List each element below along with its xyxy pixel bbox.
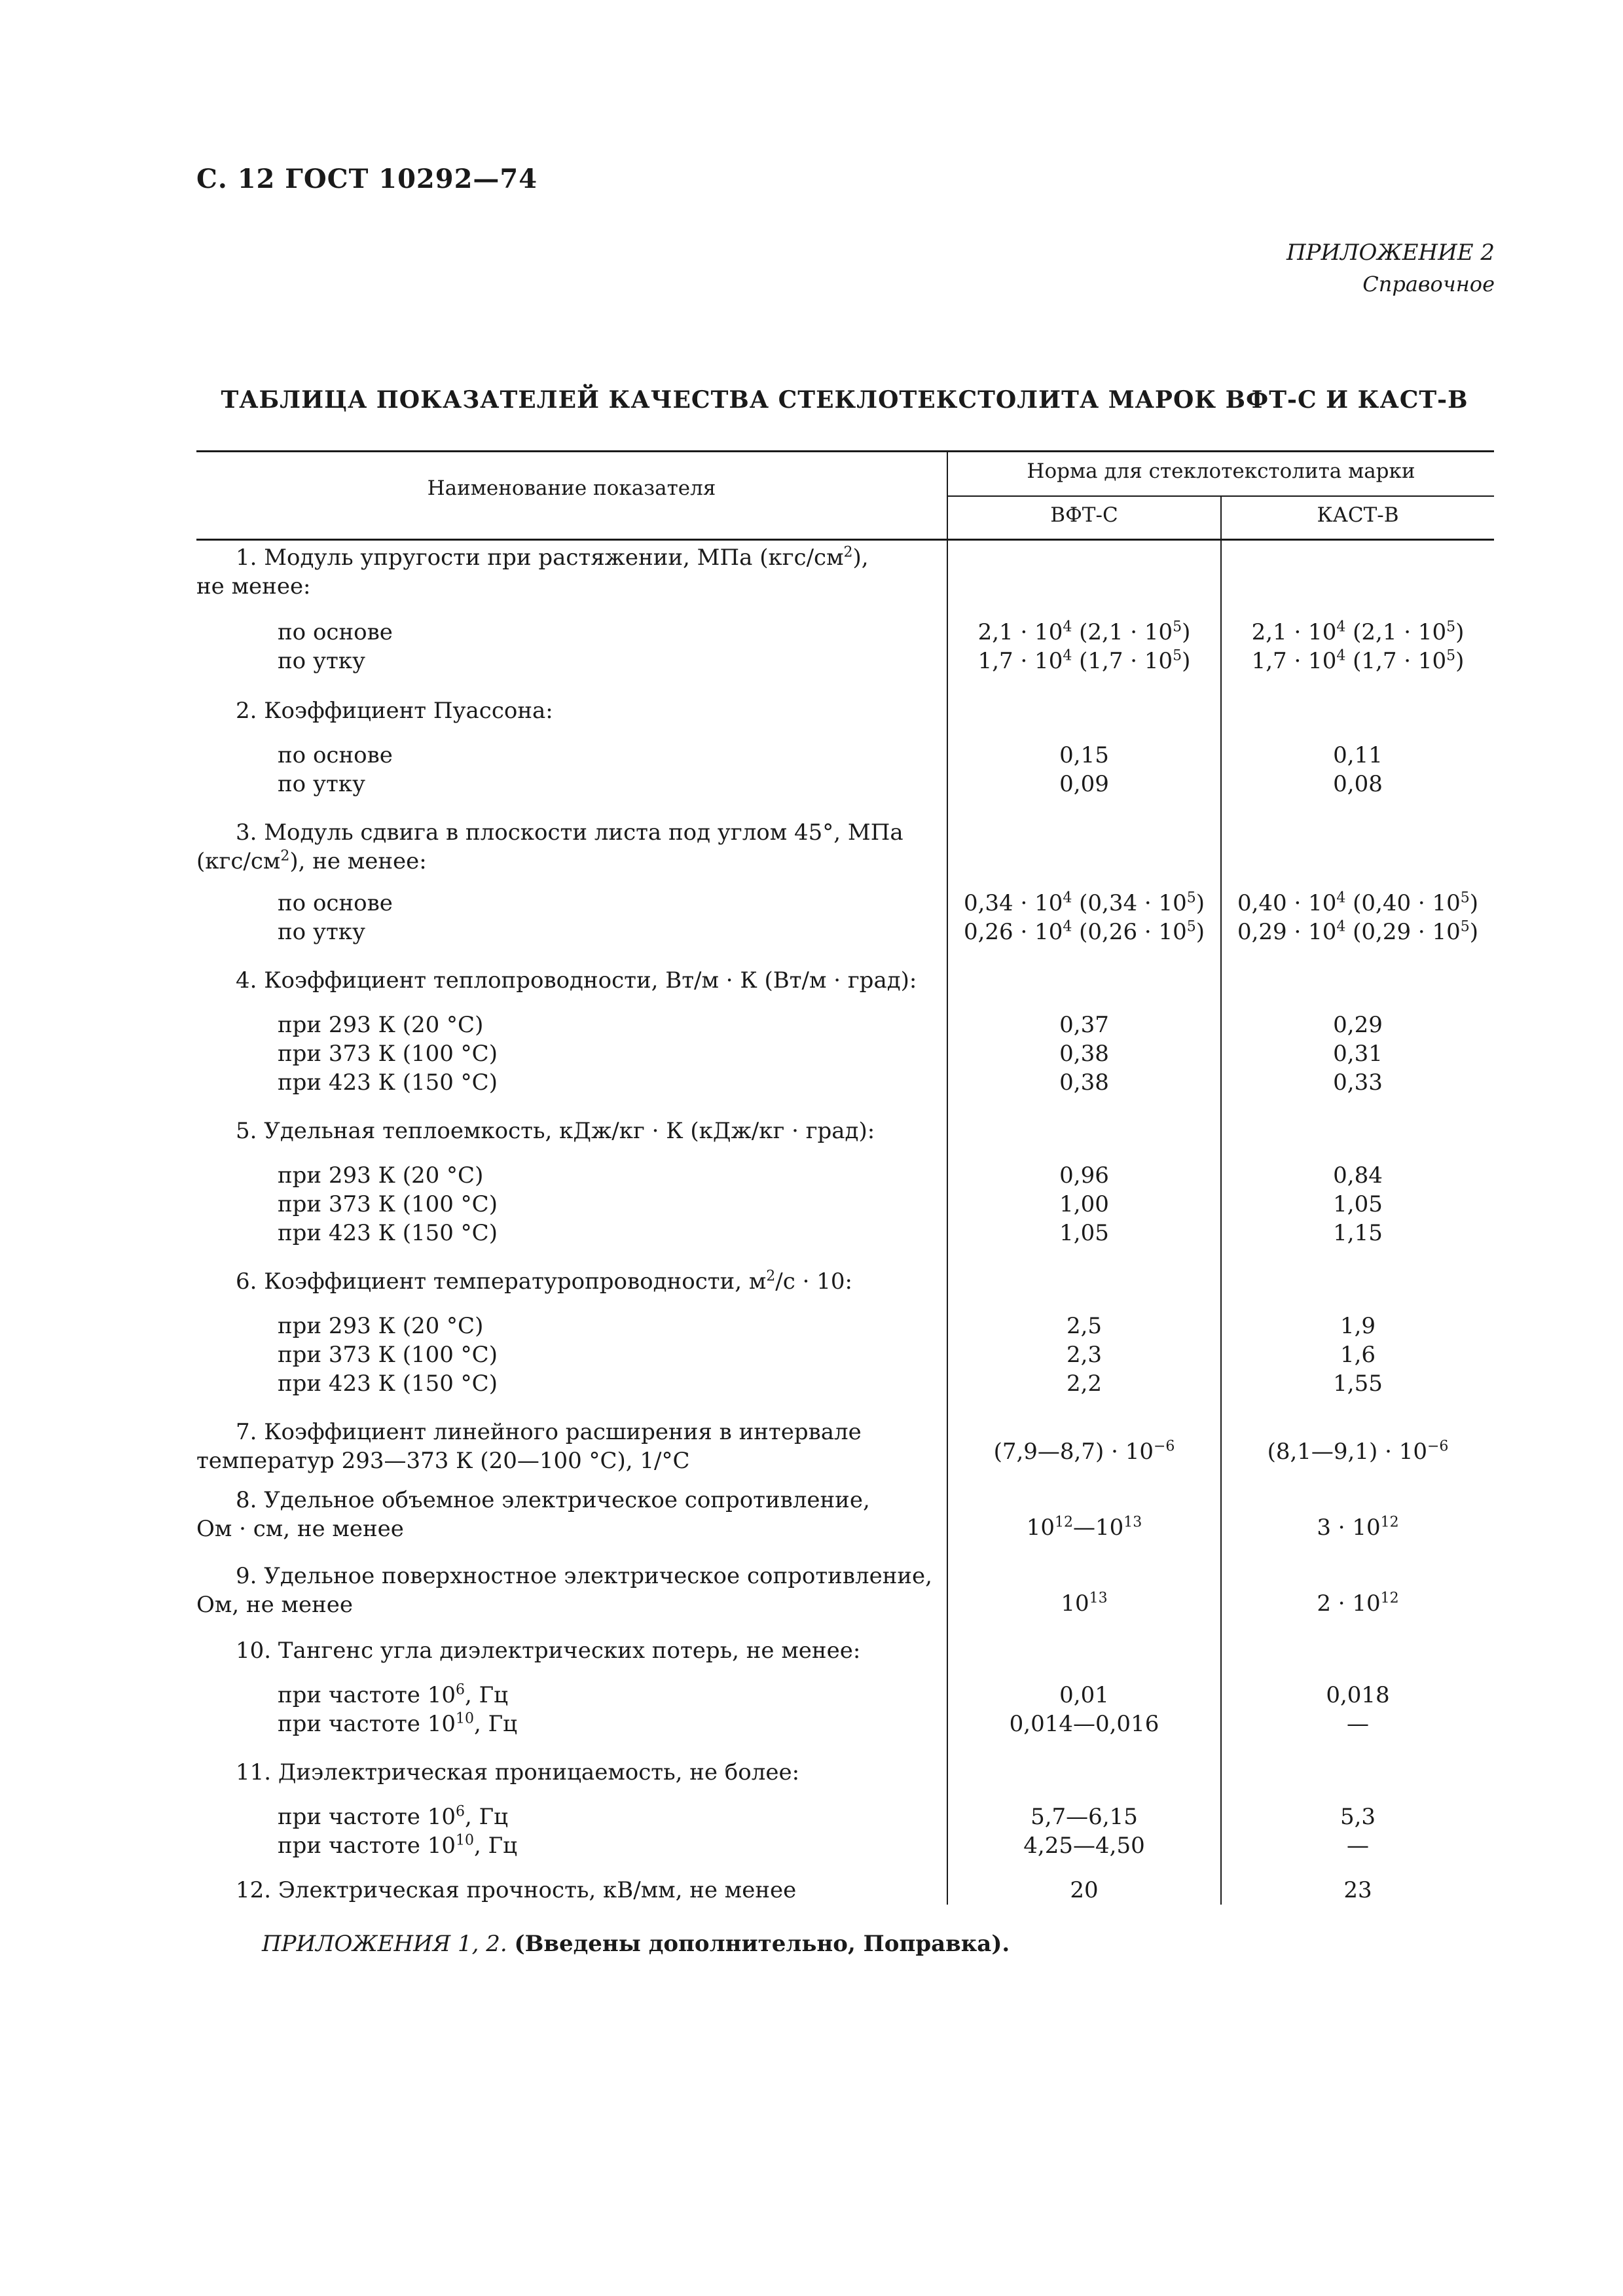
row-1-a2: $1,7 \cdot 10^4$ $(1,7 \cdot 10^5)$ (977, 647, 1191, 674)
row-11-sub-1: при частоте $10^6$, Гц (278, 1803, 508, 1830)
row-11-b1: 5,3 (1340, 1804, 1376, 1830)
table-top-rule (196, 450, 1494, 452)
row-1-a1: $2,1 \cdot 10^4$ $(2,1 \cdot 10^5)$ (977, 619, 1191, 645)
row-2-title: 2. Коэффициент Пуассона: (236, 698, 553, 724)
row-10-sub-2: при частоте $10^{10}$, Гц (278, 1710, 517, 1737)
row-1-b1: $2,1 \cdot 10^4$ $(2,1 \cdot 10^5)$ (1251, 619, 1465, 645)
row-8-a: $10^{12}—10^{13}$ (1026, 1514, 1142, 1541)
header-bottom-rule (196, 539, 1494, 541)
footer-amendment: (Введены дополнительно, Поправка). (514, 1931, 1010, 1957)
row-8-title: 8. Удельное объемное электрическое сопротивление, Ом · см, не менее (196, 1487, 870, 1542)
row-4-a2: 0,38 (1059, 1041, 1109, 1067)
row-7-title: 7. Коэффициент линейного расширения в интервале температур 293—373 К (20—100 °С), 1/°С (196, 1419, 862, 1474)
row-3-sub-2: по утку (278, 919, 366, 945)
row-12-a: 20 (1070, 1877, 1099, 1903)
row-6-b1: 1,9 (1340, 1313, 1376, 1339)
row-12-b: 23 (1343, 1877, 1372, 1903)
row-2-b2: 0,08 (1333, 771, 1383, 797)
row-2-sub-1: по основе (278, 742, 393, 768)
row-5-title: 5. Удельная теплоемкость, кДж/кг · К (кДж/кг · град): (236, 1118, 875, 1144)
row-10-a2: 0,014—0,016 (1009, 1711, 1159, 1737)
row-12-title: 12. Электрическая прочность, кВ/мм, не менее (236, 1877, 797, 1903)
row-6-b2: 1,6 (1340, 1342, 1376, 1368)
row-1-sub-1: по основе (278, 619, 393, 645)
row-4-b2: 0,31 (1333, 1041, 1383, 1067)
row-4-a3: 0,38 (1059, 1069, 1109, 1096)
footer-appendices: ПРИЛОЖЕНИЯ 1, 2. (262, 1931, 507, 1957)
appendix-label: ПРИЛОЖЕНИЕ 2 (1286, 240, 1495, 266)
row-4-sub-2: при 373 К (100 °С) (278, 1041, 498, 1067)
row-2-b1: 0,11 (1333, 742, 1383, 768)
row-4-sub-1: при 293 К (20 °С) (278, 1012, 484, 1038)
row-3-a1: $0,34 \cdot 10^4$ $(0,34 \cdot 10^5)$ (963, 889, 1205, 916)
row-3-b2: $0,29 \cdot 10^4$ $(0,29 \cdot 10^5)$ (1237, 918, 1479, 945)
row-10-title: 10. Тангенс угла диэлектрических потерь, не менее: (236, 1638, 861, 1664)
row-6-a2: 2,3 (1066, 1342, 1103, 1368)
row-9-title: 9. Удельное поверхностное электрическое сопротивление, Ом, не менее (196, 1563, 932, 1618)
row-5-a2: 1,00 (1059, 1191, 1109, 1217)
row-3-b1: $0,40 \cdot 10^4$ $(0,40 \cdot 10^5)$ (1237, 889, 1479, 916)
page-header: С. 12 ГОСТ 10292—74 (196, 164, 538, 194)
row-3-a2: $0,26 \cdot 10^4$ $(0,26 \cdot 10^5)$ (963, 918, 1205, 945)
row-5-b3: 1,15 (1333, 1220, 1383, 1246)
row-6-a3: 2,2 (1066, 1371, 1103, 1397)
table-title: ТАБЛИЦА ПОКАЗАТЕЛЕЙ КАЧЕСТВА СТЕКЛОТЕКСТОЛИТА МАРОК ВФТ-С И КАСТ-В (221, 386, 1468, 414)
row-2-a2: 0,09 (1059, 771, 1109, 797)
row-6-b3: 1,55 (1333, 1371, 1383, 1397)
header-col-b: КАСТ-В (1317, 503, 1399, 527)
row-3-sub-1: по основе (278, 890, 393, 916)
row-10-sub-1: при частоте $10^6$, Гц (278, 1681, 508, 1708)
row-7-a: (7,9—8,7) · $10^{-6}$ (993, 1438, 1175, 1465)
row-9-a: $10^{13}$ (1061, 1590, 1108, 1617)
row-9-b: $2 \cdot 10^{12}$ (1317, 1590, 1399, 1617)
row-7-b: (8,1—9,1) · $10^{-6}$ (1267, 1438, 1449, 1465)
row-5-a3: 1,05 (1059, 1220, 1109, 1246)
row-11-b2: — (1347, 1833, 1369, 1859)
row-11-sub-2: при частоте $10^{10}$, Гц (278, 1832, 517, 1859)
row-1-b2: $1,7 \cdot 10^4$ $(1,7 \cdot 10^5)$ (1251, 647, 1465, 674)
row-5-sub-2: при 373 К (100 °С) (278, 1191, 498, 1217)
row-5-sub-1: при 293 К (20 °С) (278, 1162, 484, 1189)
row-4-b1: 0,29 (1333, 1012, 1383, 1038)
row-10-b1: 0,018 (1326, 1682, 1390, 1708)
row-6-sub-1: при 293 К (20 °С) (278, 1313, 484, 1339)
appendix-label-block (1286, 237, 1495, 300)
row-2-sub-2: по утку (278, 771, 366, 797)
row-5-b2: 1,05 (1333, 1191, 1383, 1217)
row-4-title: 4. Коэффициент теплопроводности, Вт/м · К (Вт/м · град): (236, 967, 917, 994)
row-10-a1: 0,01 (1059, 1682, 1109, 1708)
row-1-title: 1. Модуль упругости при растяжении, МПа $(кгс/см^2)$, не менее: (196, 544, 869, 600)
row-6-a1: 2,5 (1066, 1313, 1103, 1339)
row-3-title: 3. Модуль сдвига в плоскости листа под углом 45°, МПа $(кгс/см^2)$, не менее: (196, 819, 903, 874)
header-norm: Норма для стеклотекстолита марки (1027, 459, 1415, 483)
row-1-sub-2: по утку (278, 648, 366, 674)
row-2-a1: 0,15 (1059, 742, 1109, 768)
row-4-a1: 0,37 (1059, 1012, 1109, 1038)
row-5-sub-3: при 423 К (150 °С) (278, 1220, 498, 1246)
footer-note (262, 1931, 1010, 1957)
row-11-title: 11. Диэлектрическая проницаемость, не более: (236, 1759, 800, 1785)
row-6-sub-2: при 373 К (100 °С) (278, 1342, 498, 1368)
row-10-b2: — (1347, 1711, 1369, 1737)
header-col-a: ВФТ-С (1050, 503, 1118, 527)
row-8-b: $3 \cdot 10^{12}$ (1317, 1514, 1399, 1541)
row-4-b3: 0,33 (1333, 1069, 1383, 1096)
row-11-a2: 4,25—4,50 (1023, 1833, 1145, 1859)
header-name: Наименование показателя (427, 476, 716, 500)
appendix-kind: Справочное (1362, 272, 1495, 296)
row-5-b1: 0,84 (1333, 1162, 1383, 1189)
row-5-a1: 0,96 (1059, 1162, 1109, 1189)
row-11-a1: 5,7—6,15 (1030, 1804, 1138, 1830)
row-6-sub-3: при 423 К (150 °С) (278, 1371, 498, 1397)
row-6-title: 6. Коэффициент температуропроводности, $м^2/с \cdot 10$: (236, 1268, 852, 1295)
row-4-sub-3: при 423 К (150 °С) (278, 1069, 498, 1096)
